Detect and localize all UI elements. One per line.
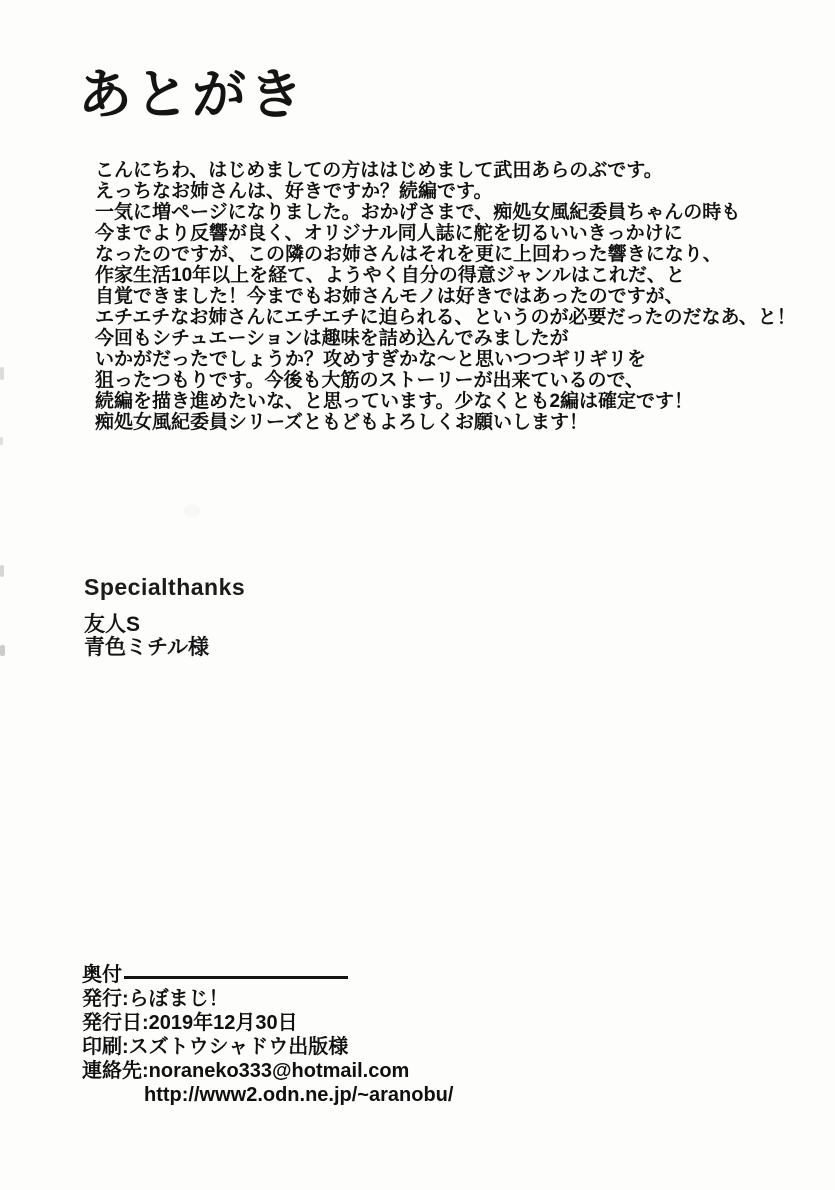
colophon-printer: 印刷:スズトウシャドウ出版様 — [82, 1036, 349, 1058]
colophon-publisher: 発行:らぼまじ！ — [82, 988, 229, 1010]
body-line: エチエチなお姉さんにエチエチに迫られる、というのが必要だったのだなあ、と！ — [95, 307, 796, 328]
scan-artifact — [0, 367, 4, 380]
colophon-website-url: http://www2.odn.ne.jp/~aranobu/ — [144, 1084, 454, 1106]
page-title: あとがき — [78, 62, 306, 126]
body-line: いかがだったでしょうか？攻めすぎかな〜と思いつつギリギリを — [95, 349, 647, 370]
body-line: 今回もシチュエーションは趣味を詰め込んでみましたが — [95, 328, 569, 349]
body-line: 狙ったつもりです。今後も大筋のストーリーが出来ているので、 — [95, 370, 645, 391]
special-thanks-name: 青色ミチル様 — [84, 636, 209, 659]
scan-artifact — [0, 437, 3, 445]
body-line: 今までより反響が良く、オリジナル同人誌に舵を切るいいきっかけに — [95, 223, 683, 244]
colophon-rule — [124, 976, 348, 979]
body-line: 続編を描き進めたいな、と思っています。少なくとも2編は確定です！ — [95, 391, 694, 412]
special-thanks-list — [84, 613, 209, 659]
colophon — [82, 963, 453, 1107]
scan-artifact — [0, 645, 5, 656]
colophon-heading: 奥付 — [82, 964, 122, 986]
special-thanks-heading: Specialthanks — [84, 574, 246, 600]
colophon-header — [82, 963, 453, 987]
body-line: 作家生活10年以上を経て、ようやく自分の得意ジャンルはこれだ、と — [95, 265, 685, 286]
body-line: 一気に増ページになりました。おかげさまで、痴処女風紀委員ちゃんの時も — [95, 202, 741, 223]
body-line: 自覚できました！今までもお姉さんモノは好きではあったのですが、 — [95, 286, 684, 307]
scan-artifact — [0, 565, 4, 577]
special-thanks-name: 友人S — [84, 613, 141, 636]
body-line: えっちなお姉さんは、好きですか？続編です。 — [95, 181, 493, 202]
colophon-contact-email: 連絡先:noraneko333@hotmail.com — [82, 1060, 410, 1082]
body-line: こんにちわ、はじめましての方ははじめまして武田あらのぶです。 — [95, 160, 663, 181]
body-line: なったのですが、この隣のお姉さんはそれを更に上回わった響きになり、 — [95, 244, 722, 265]
body-line: 痴処女風紀委員シリーズともどもよろしくお願いします！ — [95, 412, 589, 433]
colophon-date: 発行日:2019年12月30日 — [82, 1012, 298, 1034]
scan-artifact — [184, 505, 200, 517]
afterword-body — [95, 160, 820, 433]
